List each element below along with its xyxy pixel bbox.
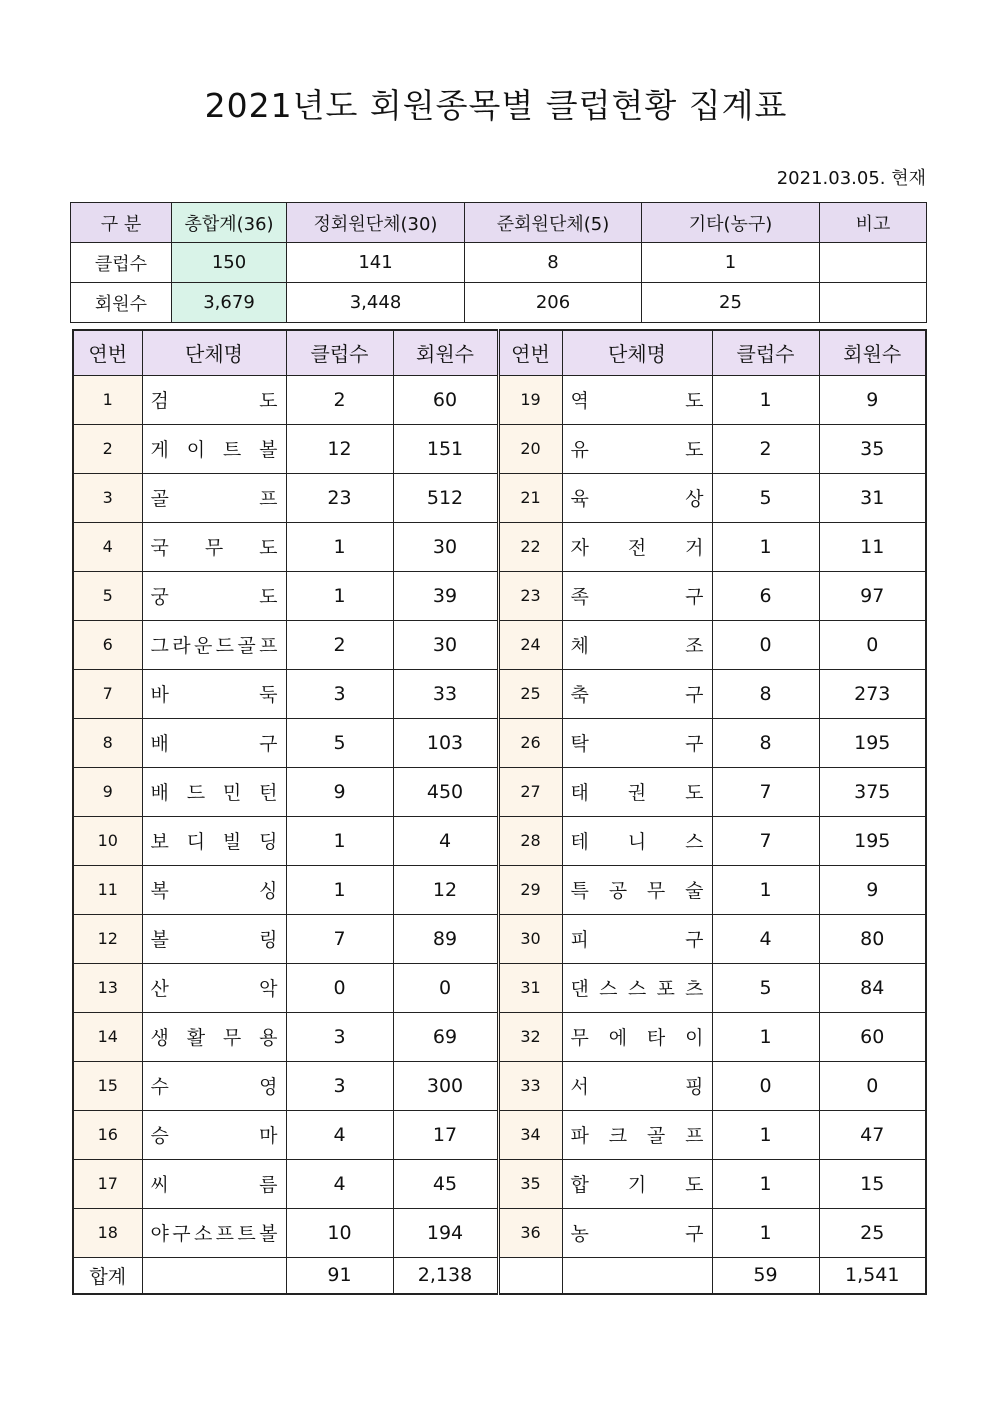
row-number: 16 [73, 1110, 142, 1159]
club-name [142, 1110, 286, 1159]
summary-cell: 3,679 [172, 283, 287, 323]
header-no: 연번 [498, 330, 562, 375]
row-number: 3 [73, 473, 142, 522]
member-count: 151 [393, 424, 498, 473]
row-number: 32 [498, 1012, 562, 1061]
member-count: 195 [819, 718, 926, 767]
club-count: 0 [286, 963, 393, 1012]
member-count: 9 [819, 865, 926, 914]
club-name-text: 배 구 [150, 733, 278, 755]
total-empty [142, 1257, 286, 1294]
summary-cell: 141 [287, 243, 465, 283]
club-count: 5 [712, 473, 819, 522]
club-name-text: 피 구 [570, 929, 704, 951]
club-name [562, 620, 712, 669]
club-count: 7 [286, 914, 393, 963]
club-name [142, 718, 286, 767]
club-name [562, 1061, 712, 1110]
row-number: 13 [73, 963, 142, 1012]
row-number: 36 [498, 1208, 562, 1257]
club-name [562, 375, 712, 424]
total-label: 합계 [73, 1257, 142, 1294]
club-count: 3 [286, 669, 393, 718]
club-count: 2 [712, 424, 819, 473]
row-number: 4 [73, 522, 142, 571]
club-count: 7 [712, 816, 819, 865]
club-name [142, 1012, 286, 1061]
total-empty [562, 1257, 712, 1294]
club-count: 1 [286, 571, 393, 620]
club-name [562, 1012, 712, 1061]
club-name-text: 탁 구 [570, 733, 704, 755]
header-name: 단체명 [142, 330, 286, 375]
club-name [562, 718, 712, 767]
table-header-row [73, 330, 926, 375]
row-number: 30 [498, 914, 562, 963]
total-members: 2,138 [393, 1257, 498, 1294]
summary-cell: 150 [172, 243, 287, 283]
summary-cell [820, 243, 927, 283]
row-number: 6 [73, 620, 142, 669]
table-row [73, 865, 926, 914]
row-number: 14 [73, 1012, 142, 1061]
table-row [73, 718, 926, 767]
club-count: 4 [286, 1159, 393, 1208]
row-number: 33 [498, 1061, 562, 1110]
row-number: 25 [498, 669, 562, 718]
club-name [562, 571, 712, 620]
club-name [562, 963, 712, 1012]
table-row [73, 669, 926, 718]
table-row [73, 473, 926, 522]
row-number: 22 [498, 522, 562, 571]
member-count: 80 [819, 914, 926, 963]
summary-cell [820, 283, 927, 323]
row-number: 9 [73, 767, 142, 816]
member-count: 84 [819, 963, 926, 1012]
member-count: 60 [819, 1012, 926, 1061]
summary-cell: 회원수 [71, 283, 172, 323]
member-count: 47 [819, 1110, 926, 1159]
member-count: 69 [393, 1012, 498, 1061]
club-name-text: 축 구 [570, 684, 704, 706]
club-name-text: 육 상 [570, 488, 704, 510]
summary-cell: 8 [465, 243, 642, 283]
club-count: 12 [286, 424, 393, 473]
page-title: 2021년도 회원종목별 클럽현황 집계표 [204, 86, 788, 125]
row-number: 1 [73, 375, 142, 424]
row-number: 11 [73, 865, 142, 914]
row-number: 2 [73, 424, 142, 473]
club-name-text: 유 도 [570, 439, 704, 461]
header-no: 연번 [73, 330, 142, 375]
club-count: 7 [712, 767, 819, 816]
club-name-text: 족 구 [570, 586, 704, 608]
row-number: 7 [73, 669, 142, 718]
total-empty [498, 1257, 562, 1294]
club-name-text: 골 프 [150, 488, 278, 510]
table-row [73, 767, 926, 816]
club-count: 8 [712, 669, 819, 718]
club-name [142, 669, 286, 718]
member-count: 9 [819, 375, 926, 424]
member-count: 30 [393, 620, 498, 669]
member-count: 60 [393, 375, 498, 424]
row-number: 20 [498, 424, 562, 473]
table-row [73, 424, 926, 473]
row-number: 12 [73, 914, 142, 963]
club-count: 1 [712, 1110, 819, 1159]
club-count: 3 [286, 1061, 393, 1110]
row-number: 34 [498, 1110, 562, 1159]
total-row [73, 1257, 926, 1294]
club-name [142, 865, 286, 914]
club-name [142, 1061, 286, 1110]
club-count: 1 [286, 522, 393, 571]
club-name-text: 합 기 도 [570, 1174, 704, 1196]
club-name [142, 522, 286, 571]
club-count: 0 [712, 620, 819, 669]
row-number: 26 [498, 718, 562, 767]
club-count: 23 [286, 473, 393, 522]
summary-cell: 클럽수 [71, 243, 172, 283]
member-count: 30 [393, 522, 498, 571]
row-number: 17 [73, 1159, 142, 1208]
member-count: 89 [393, 914, 498, 963]
club-name [562, 522, 712, 571]
table-row [73, 1208, 926, 1257]
as-of-date: 2021.03.05. 현재 [776, 168, 926, 189]
club-name [562, 1159, 712, 1208]
club-name [562, 1110, 712, 1159]
total-clubs: 91 [286, 1257, 393, 1294]
row-number: 15 [73, 1061, 142, 1110]
member-count: 375 [819, 767, 926, 816]
club-count: 10 [286, 1208, 393, 1257]
row-number: 35 [498, 1159, 562, 1208]
club-count: 9 [286, 767, 393, 816]
club-name-text: 댄 스 스 포 츠 [570, 978, 704, 1000]
club-name [142, 424, 286, 473]
club-count: 2 [286, 620, 393, 669]
club-count: 4 [286, 1110, 393, 1159]
summary-cell: 206 [465, 283, 642, 323]
club-name-text: 궁 도 [150, 586, 278, 608]
member-count: 25 [819, 1208, 926, 1257]
member-count: 31 [819, 473, 926, 522]
summary-header-remarks: 비고 [820, 203, 927, 243]
club-name-text: 바 둑 [150, 684, 278, 706]
row-number: 8 [73, 718, 142, 767]
club-count: 1 [286, 865, 393, 914]
club-name-text: 특 공 무 술 [570, 880, 704, 902]
club-name-text: 복 싱 [150, 880, 278, 902]
row-number: 21 [498, 473, 562, 522]
club-count: 1 [712, 865, 819, 914]
club-name [142, 473, 286, 522]
header-clubs: 클럽수 [712, 330, 819, 375]
summary-header-total: 총합계(36) [172, 203, 287, 243]
club-name-text: 생 활 무 용 [150, 1027, 278, 1049]
club-name-text: 씨 름 [150, 1174, 278, 1196]
member-count: 17 [393, 1110, 498, 1159]
club-name [562, 669, 712, 718]
club-name-text: 역 도 [570, 390, 704, 412]
club-name [142, 1208, 286, 1257]
club-name-text: 농 구 [570, 1223, 704, 1245]
club-count: 1 [286, 816, 393, 865]
summary-cell: 3,448 [287, 283, 465, 323]
table-row [73, 816, 926, 865]
row-number: 18 [73, 1208, 142, 1257]
member-count: 97 [819, 571, 926, 620]
row-number: 28 [498, 816, 562, 865]
club-name-text: 산 악 [150, 978, 278, 1000]
member-count: 450 [393, 767, 498, 816]
row-number: 27 [498, 767, 562, 816]
club-name [142, 767, 286, 816]
club-name [142, 571, 286, 620]
header-name: 단체명 [562, 330, 712, 375]
club-name-text: 승 마 [150, 1125, 278, 1147]
table-row [73, 1159, 926, 1208]
member-count: 15 [819, 1159, 926, 1208]
club-name [562, 914, 712, 963]
club-name [142, 375, 286, 424]
row-number: 19 [498, 375, 562, 424]
club-name-text: 수 영 [150, 1076, 278, 1098]
club-name [562, 473, 712, 522]
club-name [562, 767, 712, 816]
member-count: 39 [393, 571, 498, 620]
total-members: 1,541 [819, 1257, 926, 1294]
row-number: 10 [73, 816, 142, 865]
club-name [142, 1159, 286, 1208]
club-count: 6 [712, 571, 819, 620]
table-row [73, 1110, 926, 1159]
summary-cell: 25 [642, 283, 820, 323]
club-name [562, 865, 712, 914]
row-number: 5 [73, 571, 142, 620]
table-row [73, 375, 926, 424]
table-row [73, 1012, 926, 1061]
club-count: 1 [712, 1208, 819, 1257]
club-name-text: 자 전 거 [570, 537, 704, 559]
member-count: 35 [819, 424, 926, 473]
club-count: 0 [712, 1061, 819, 1110]
club-count: 8 [712, 718, 819, 767]
summary-row-members [71, 283, 927, 323]
club-name-text: 체 조 [570, 635, 704, 657]
member-count: 194 [393, 1208, 498, 1257]
member-count: 45 [393, 1159, 498, 1208]
header-clubs: 클럽수 [286, 330, 393, 375]
table-row [73, 620, 926, 669]
member-count: 300 [393, 1061, 498, 1110]
member-count: 273 [819, 669, 926, 718]
summary-cell: 1 [642, 243, 820, 283]
table-row [73, 522, 926, 571]
header-members: 회원수 [393, 330, 498, 375]
member-count: 103 [393, 718, 498, 767]
club-count: 1 [712, 375, 819, 424]
club-name [142, 620, 286, 669]
club-name [562, 816, 712, 865]
row-number: 24 [498, 620, 562, 669]
club-name-text: 테 니 스 [570, 831, 704, 853]
summary-header-regular: 정회원단체(30) [287, 203, 465, 243]
member-count: 512 [393, 473, 498, 522]
club-name-text: 게 이 트 볼 [150, 439, 278, 461]
club-name [562, 1208, 712, 1257]
member-count: 12 [393, 865, 498, 914]
row-number: 31 [498, 963, 562, 1012]
club-count: 2 [286, 375, 393, 424]
club-count: 4 [712, 914, 819, 963]
total-clubs: 59 [712, 1257, 819, 1294]
club-name-text: 무 에 타 이 [570, 1027, 704, 1049]
member-count: 0 [819, 620, 926, 669]
club-name-text: 국 무 도 [150, 537, 278, 559]
summary-row-clubs [71, 243, 927, 283]
club-name [142, 914, 286, 963]
table-row [73, 571, 926, 620]
table-row [73, 1061, 926, 1110]
table-row [73, 963, 926, 1012]
club-name-text: 서 핑 [570, 1076, 704, 1098]
club-name-text: 배 드 민 턴 [150, 782, 278, 804]
member-count: 11 [819, 522, 926, 571]
club-count: 1 [712, 1159, 819, 1208]
summary-header-category: 구 분 [71, 203, 172, 243]
member-count: 0 [819, 1061, 926, 1110]
club-name-text: 검 도 [150, 390, 278, 412]
club-name-text: 야 구 소 프 트 볼 [150, 1223, 278, 1245]
club-name-text: 태 권 도 [570, 782, 704, 804]
club-name-text: 보 디 빌 딩 [150, 831, 278, 853]
member-count: 33 [393, 669, 498, 718]
club-count: 3 [286, 1012, 393, 1061]
summary-header-other: 기타(농구) [642, 203, 820, 243]
club-name-text: 그 라 운 드 골 프 [150, 635, 278, 657]
table-row [73, 914, 926, 963]
club-count: 1 [712, 522, 819, 571]
summary-header-associate: 준회원단체(5) [465, 203, 642, 243]
club-name [142, 963, 286, 1012]
row-number: 29 [498, 865, 562, 914]
club-name [562, 424, 712, 473]
club-name [142, 816, 286, 865]
club-table [72, 329, 927, 1295]
summary-header-row [71, 203, 927, 243]
club-count: 5 [712, 963, 819, 1012]
club-name-text: 파 크 골 프 [570, 1125, 704, 1147]
club-count: 1 [712, 1012, 819, 1061]
member-count: 4 [393, 816, 498, 865]
row-number: 23 [498, 571, 562, 620]
member-count: 0 [393, 963, 498, 1012]
header-members: 회원수 [819, 330, 926, 375]
member-count: 195 [819, 816, 926, 865]
club-name-text: 볼 링 [150, 929, 278, 951]
summary-table [70, 202, 927, 323]
club-count: 5 [286, 718, 393, 767]
